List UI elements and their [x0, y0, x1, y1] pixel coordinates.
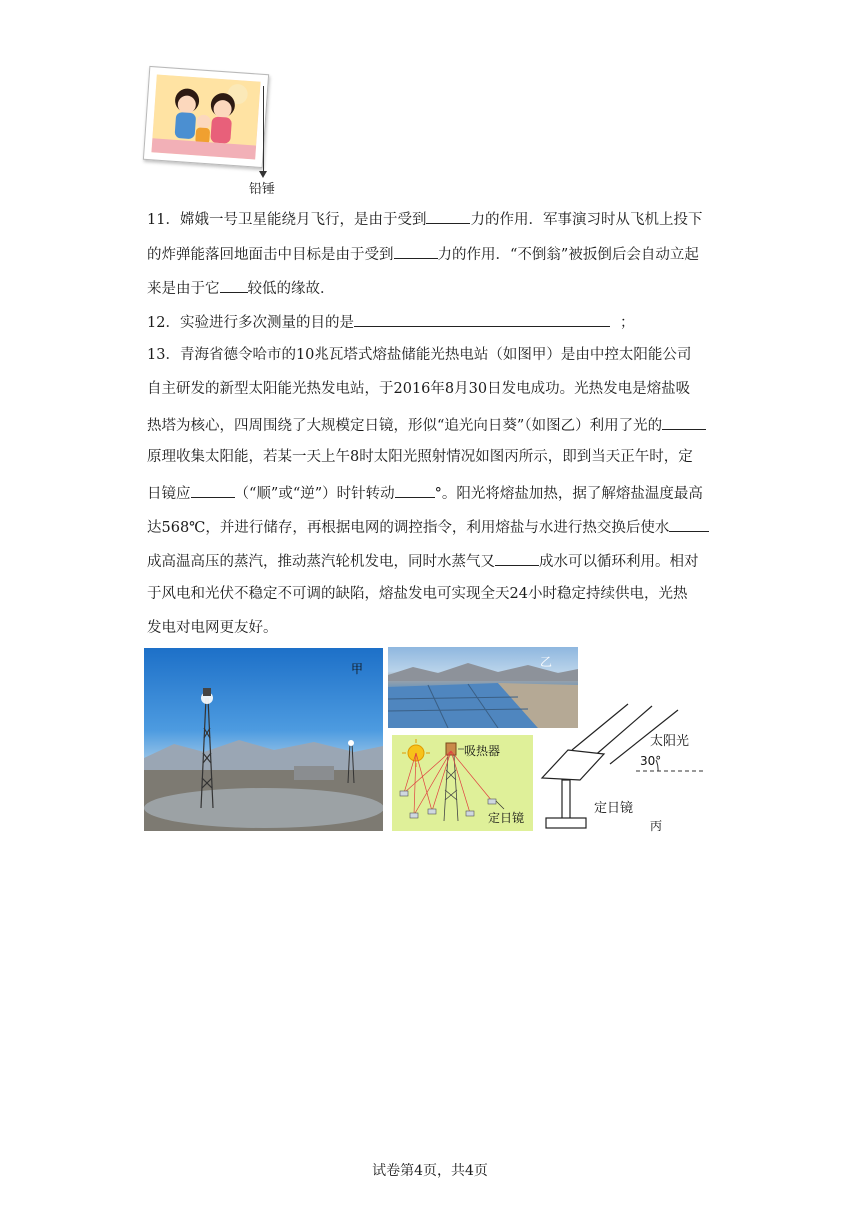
- q11-text: 较低的缘故．: [247, 281, 335, 297]
- q11-text: 力的作用．军事演习时从飞机上投下: [470, 212, 703, 228]
- q13-line-5: [147, 481, 703, 504]
- q11-text: 11．嫦娥一号卫星能绕月飞行，是由于受到: [147, 212, 427, 228]
- answer-blank[interactable]: [191, 481, 235, 498]
- q11-line-3: [147, 276, 335, 299]
- answer-blank[interactable]: [426, 207, 470, 224]
- q13-line-7: [147, 549, 699, 572]
- answer-blank[interactable]: [395, 481, 435, 498]
- q13-text: 达568℃，并进行储存，再根据电网的调控指令，利用熔盐与水进行热交换后使水: [147, 520, 670, 536]
- heliostat-label: 定日镜: [594, 801, 634, 816]
- q13-text: 日镜应: [147, 486, 191, 502]
- q11-line-2: [147, 242, 699, 265]
- q12-end: ；: [619, 315, 635, 331]
- plumb-line: [263, 86, 264, 174]
- q13-line-2: 自主研发的新型太阳能光热发电站，于2016年8月30日发电成功。光热发电是熔盐吸: [147, 381, 691, 397]
- q12-line: [147, 310, 634, 333]
- q13-line-4: 原理收集太阳能，若某一天上午8时太阳光照射情况如图丙所示，即到当天正午时，定: [147, 449, 693, 465]
- photo-jia-solar-tower: [144, 648, 383, 831]
- answer-blank[interactable]: [495, 549, 539, 566]
- q13-line-1: 13．青海省德令哈市的10兆瓦塔式熔盐储能光热电站（如图甲）是由中控太阳能公司: [147, 347, 692, 363]
- page-footer: 试卷第4页，共4页: [372, 1163, 488, 1179]
- q13-text: 成水可以循环利用。相对: [539, 554, 699, 570]
- answer-blank[interactable]: [662, 413, 706, 430]
- q13-text: 热塔为核心，四周围绕了大规模定日镜，形似“追光向日葵”（如图乙）利用了光的: [147, 418, 663, 434]
- plumb-bob-icon: [259, 171, 267, 178]
- q12-text: 12．实验进行多次测量的目的是: [147, 315, 354, 331]
- q13-text: °。阳光将熔盐加热，据了解熔盐温度最高: [434, 486, 703, 502]
- answer-blank[interactable]: [669, 515, 709, 532]
- q13-line-3: [147, 413, 706, 436]
- q13-line-6: [147, 515, 709, 538]
- hanging-picture: [143, 66, 269, 168]
- answer-blank[interactable]: [220, 276, 248, 293]
- q11-text: 来是由于它: [147, 281, 220, 297]
- q13-text: （“顺”或“逆”）时针转动: [234, 486, 395, 502]
- answer-blank[interactable]: [354, 310, 610, 327]
- q13-line-9: 发电对电网更友好。: [147, 620, 278, 636]
- q13-line-8: 于风电和光伏不稳定不可调的缺陷，熔盐发电可实现全天24小时稳定持续供电，光热: [147, 586, 688, 602]
- cartoon-family-illustration: [151, 74, 260, 159]
- figure-label-bing: 丙: [650, 819, 663, 833]
- plumb-label: 铅锤: [249, 182, 276, 197]
- sunlight-label: 太阳光: [650, 734, 690, 749]
- q11-text: 的炸弹能落回地面击中目标是由于受到: [147, 247, 394, 263]
- heliostat-label-small: 定日镜: [488, 811, 525, 825]
- q11-line-1: [147, 207, 702, 230]
- q13-text: 成高温高压的蒸汽，推动蒸汽轮机发电，同时水蒸气又: [147, 554, 495, 570]
- answer-blank[interactable]: [394, 242, 438, 259]
- angle-label: 30°: [640, 754, 662, 768]
- absorber-label: 吸热器: [464, 744, 501, 758]
- diagram-absorber-heliostats: [392, 735, 533, 831]
- diagram-bing-sunlight-angle: [532, 700, 712, 835]
- figure-label-jia: 甲: [351, 662, 364, 676]
- q11-text: 力的作用．“不倒翁”被扳倒后会自动立起: [437, 247, 699, 263]
- solar-tower-illustration: [144, 648, 383, 831]
- figure-label-yi: 乙: [540, 655, 553, 669]
- picture-content: [151, 74, 260, 159]
